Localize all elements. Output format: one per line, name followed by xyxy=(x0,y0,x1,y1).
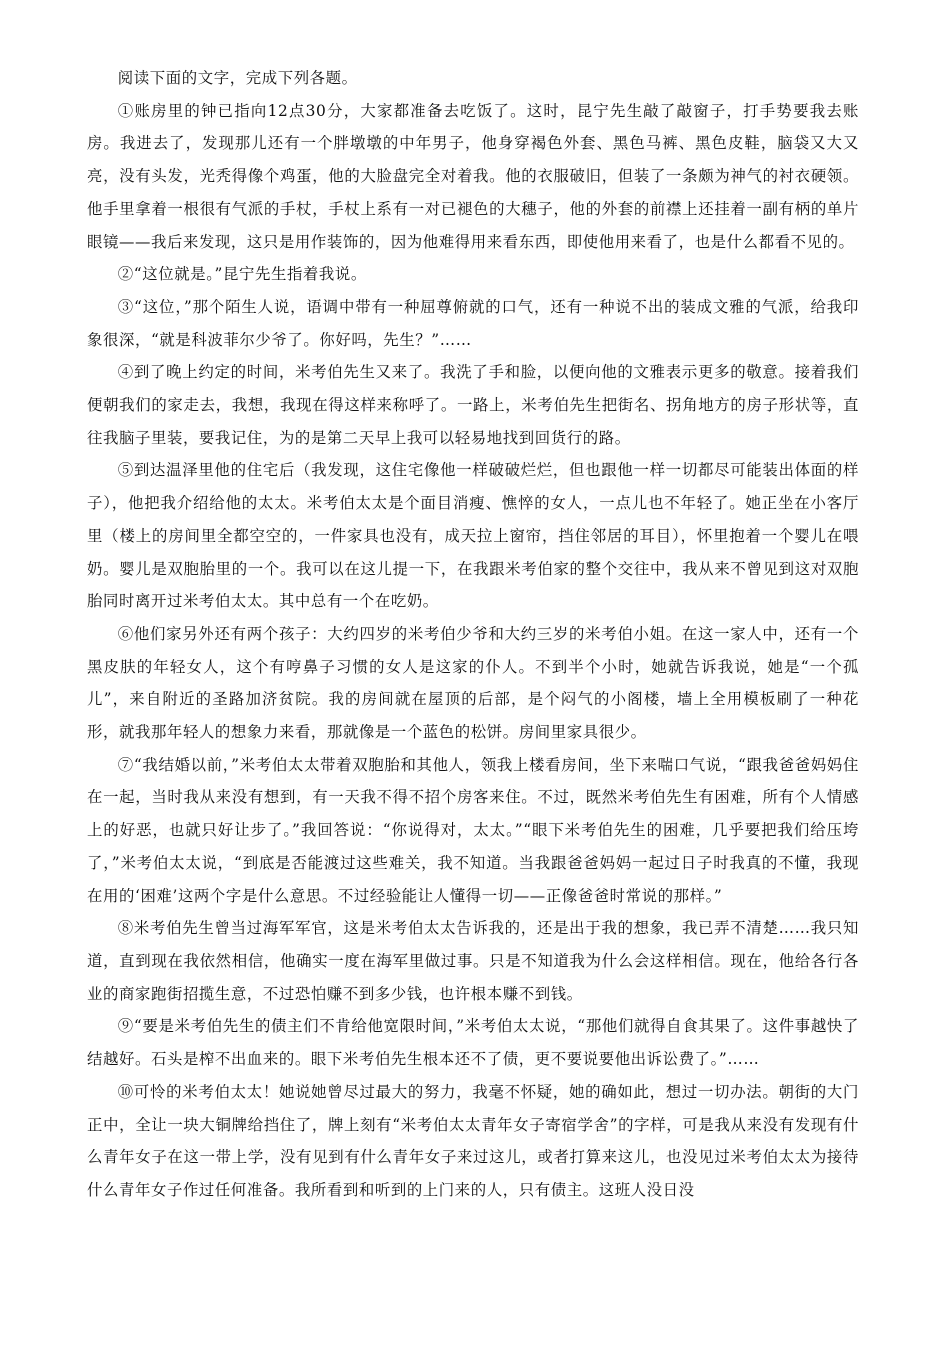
paragraph-1: ①账房里的钟已指向12点30分，大家都准备去吃饭了。这时，昆宁先生敲了敲窗子，打手势要我去账房。我进去了，发现那儿还有一个胖墩墩的中年男子，他身穿褐色外套、黑色马裤、黑色皮鞋，脑袋又大又亮，没有头发，光秃得像个鸡蛋，他的大脸盘完全对着我。他的衣服破旧，但装了一条颇为神气的衬衣硬领。他手里拿着一根很有气派的手杖，手杖上系有一对已褪色的大穗子，他的外套的前襟上还挂着一副有柄的单片眼镜——我后来发现，这只是用作装饰的，因为他难得用来看东西，即使他用来看了，也是什么都看不见的。 xyxy=(87,101,859,251)
paragraph-5: ⑤到达温泽里他的住宅后（我发现，这住宅像他一样破破烂烂，但也跟他一样一切都尽可能装出体面的样子），他把我介绍给他的太太。米考伯太太是个面目消瘦、憔悴的女人，一点儿也不年轻了。她正坐在小客厅里（楼上的房间里全都空空的，一件家具也没有，成天拉上窗帘，挡住邻居的耳目），怀里抱着一个婴儿在喂奶。婴儿是双胞胎里的一个。我可以在这儿提一下，在我跟米考伯家的整个交往中，我从来不曾见到这对双胞胎同时离开过米考伯太太。其中总有一个在吃奶。 xyxy=(87,461,859,611)
paragraph-6: ⑥他们家另外还有两个孩子：大约四岁的米考伯少爷和大约三岁的米考伯小姐。在这一家人中，还有一个黑皮肤的年轻女人，这个有哼鼻子习惯的女人是这家的仆人。不到半个小时，她就告诉我说，她是“一个孤儿”，来自附近的圣路加济贫院。我的房间就在屋顶的后部，是个闷气的小阁楼，墙上全用模板刷了一种花形，就我那年轻人的想象力来看，那就像是一个蓝色的松饼。房间里家具很少。 xyxy=(87,624,859,742)
paragraph-7: ⑦“我结婚以前，”米考伯太太带着双胞胎和其他人，领我上楼看房间，坐下来喘口气说，“跟我爸爸妈妈住在一起，当时我从来没有想到，有一天我不得不招个房客来住。不过，既然米考伯先生有困难，所有个人情感上的好恶，也就只好让步了。”我回答说：“你说得对，太太。”“眼下米考伯先生的困难，几乎要把我们给压垮了，”米考伯太太说，“到底是否能渡过这些难关，我不知道。当我跟爸爸妈妈一起过日子时我真的不懂，我现在用的‘困难’这两个字是什么意思。不过经验能让人懂得一切——正像爸爸时常说的那样。” xyxy=(87,755,859,905)
paragraph-8: ⑧米考伯先生曾当过海军军官，这是米考伯太太告诉我的，还是出于我的想象，我已弄不清楚……我只知道，直到现在我依然相信，他确实一度在海军里做过事。只是不知道我为什么会这样相信。现在，他给各行各业的商家跑街招揽生意，不过恐怕赚不到多少钱，也许根本赚不到钱。 xyxy=(87,919,859,1003)
paragraph-2: ②“这位就是。”昆宁先生指着我说。 xyxy=(117,265,367,284)
document-page xyxy=(87,62,859,1207)
paragraph-10: ⑩可怜的米考伯太太！她说她曾尽过最大的努力，我毫不怀疑，她的确如此，想过一切办法。朝街的大门正中，全让一块大铜牌给挡住了，牌上刻有“米考伯太太青年女子寄宿学舍”的字样，可是我从来没有发现有什么青年女子在这一带上学，没有见到有什么青年女子来过这儿，或者打算来这儿，也没见过米考伯太太为接待什么青年女子作过任何准备。我所看到和听到的上门来的人，只有债主。这班人没日没 xyxy=(87,1082,859,1199)
paragraph-3: ③“这位，”那个陌生人说，语调中带有一种屈尊俯就的口气，还有一种说不出的装成文雅的气派，给我印象很深，“就是科波菲尔少爷了。你好吗，先生？”…… xyxy=(87,297,859,349)
paragraph-4: ④到了晚上约定的时间，米考伯先生又来了。我洗了手和脸，以便向他的文雅表示更多的敬意。接着我们便朝我们的家走去，我想，我现在得这样来称呼了。一路上，米考伯先生把街名、拐角地方的房子形状等，直往我脑子里装，要我记住，为的是第二天早上我可以轻易地找到回货行的路。 xyxy=(87,363,859,447)
instruction-text: 阅读下面的文字，完成下列各题。 xyxy=(117,69,358,87)
paragraph-9: ⑨“要是米考伯先生的债主们不肯给他宽限时间，”米考伯太太说，“那他们就得自食其果了。这件事越快了结越好。石头是榨不出血来的。眼下米考伯先生根本还不了债，更不要说要他出诉讼费了。”…… xyxy=(87,1017,859,1069)
